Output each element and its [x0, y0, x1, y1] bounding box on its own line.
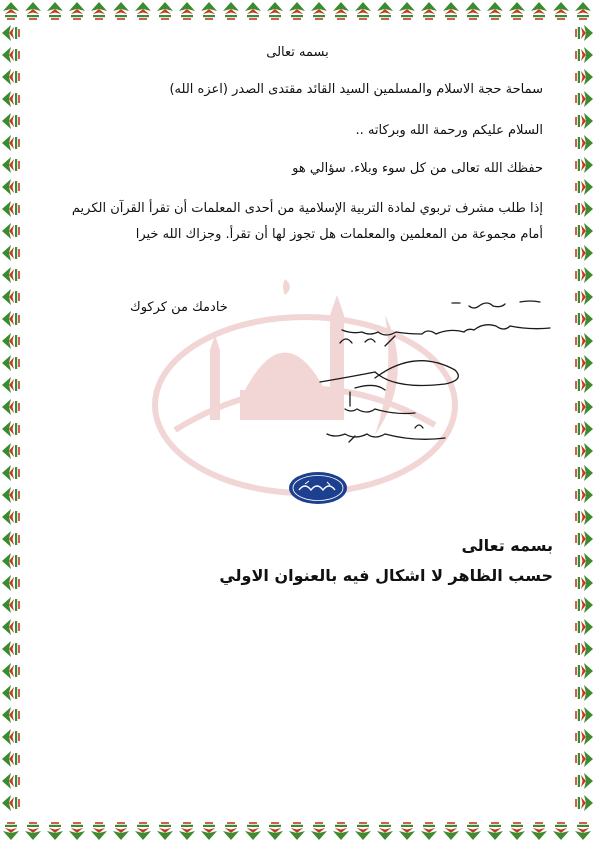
- border-ornament-icon: [573, 660, 595, 682]
- border-ornament-icon: [0, 286, 22, 308]
- border-ornament-icon: [0, 396, 22, 418]
- border-ornament-icon: [573, 572, 595, 594]
- border-ornament-icon: [573, 792, 595, 814]
- border-ornament-icon: [0, 506, 22, 528]
- letter-greeting: السلام عليكم ورحمة الله وبركاته ..: [355, 123, 543, 138]
- border-ornament-icon: [0, 748, 22, 770]
- border-ornament-icon: [573, 682, 595, 704]
- reply-body: حسب الظاهر لا اشكال فيه بالعنوان الاولي: [219, 566, 553, 585]
- border-ornament-icon: [573, 88, 595, 110]
- border-ornament-icon: [573, 374, 595, 396]
- letter-signoff: خادمك من كركوك: [130, 300, 228, 315]
- border-ornament-icon: [573, 748, 595, 770]
- border-ornament-icon: [573, 176, 595, 198]
- border-ornament-icon: [0, 660, 22, 682]
- border-ornament-icon: [0, 462, 22, 484]
- border-ornament-icon: [573, 528, 595, 550]
- border-right: [573, 22, 595, 820]
- letter-basmala: بسمه تعالى: [266, 45, 329, 60]
- border-ornament-icon: [0, 242, 22, 264]
- border-ornament-icon: [0, 726, 22, 748]
- border-ornament-icon: [573, 550, 595, 572]
- border-ornament-icon: [0, 820, 22, 842]
- border-ornament-icon: [573, 506, 595, 528]
- border-ornament-icon: [0, 682, 22, 704]
- border-ornament-icon: [0, 264, 22, 286]
- border-ornament-icon: [0, 792, 22, 814]
- border-ornament-icon: [573, 330, 595, 352]
- border-ornament-icon: [573, 418, 595, 440]
- border-ornament-icon: [0, 176, 22, 198]
- border-ornament-icon: [0, 484, 22, 506]
- border-ornament-icon: [573, 462, 595, 484]
- border-ornament-icon: [573, 352, 595, 374]
- border-ornament-icon: [0, 22, 22, 44]
- border-ornament-icon: [0, 88, 22, 110]
- border-ornament-icon: [573, 110, 595, 132]
- border-ornament-icon: [0, 594, 22, 616]
- border-ornament-icon: [0, 638, 22, 660]
- border-ornament-icon: [573, 44, 595, 66]
- border-ornament-icon: [573, 484, 595, 506]
- border-ornament-icon: [0, 418, 22, 440]
- letter-question: إذا طلب مشرف تربوي لمادة التربية الإسلامية من أحدى المعلمات أن تقرأ القرآن الكريم أمام مجموعة من المعلمين والمعلمات هل تجوز لها أن تقرأ. وجزاك الله خيرا: [71, 201, 543, 242]
- border-ornament-icon: [573, 66, 595, 88]
- border-ornament-icon: [0, 440, 22, 462]
- border-ornament-icon: [0, 154, 22, 176]
- border-ornament-icon: [0, 198, 22, 220]
- border-ornament-icon: [0, 132, 22, 154]
- border-ornament-icon: [0, 44, 22, 66]
- border-ornament-icon: [573, 396, 595, 418]
- border-ornament-icon: [573, 638, 595, 660]
- border-ornament-icon: [0, 770, 22, 792]
- border-ornament-icon: [572, 820, 594, 842]
- border-ornament-icon: [573, 726, 595, 748]
- seal-stamp: [287, 470, 349, 506]
- border-ornament-icon: [0, 330, 22, 352]
- border-ornament-icon: [0, 550, 22, 572]
- border-ornament-icon: [573, 264, 595, 286]
- border-ornament-icon: [573, 440, 595, 462]
- handwritten-reply: [285, 288, 555, 488]
- border-ornament-icon: [0, 374, 22, 396]
- border-ornament-icon: [0, 308, 22, 330]
- border-ornament-icon: [0, 0, 22, 22]
- border-ornament-icon: [573, 220, 595, 242]
- border-left: [0, 22, 22, 820]
- border-ornament-icon: [573, 242, 595, 264]
- border-ornament-icon: [573, 308, 595, 330]
- border-ornament-icon: [0, 220, 22, 242]
- border-ornament-icon: [0, 572, 22, 594]
- border-ornament-icon: [0, 352, 22, 374]
- border-ornament-icon: [573, 22, 595, 44]
- border-ornament-icon: [573, 154, 595, 176]
- border-ornament-icon: [0, 66, 22, 88]
- border-ornament-icon: [0, 616, 22, 638]
- border-ornament-icon: [573, 198, 595, 220]
- border-ornament-icon: [573, 594, 595, 616]
- border-ornament-icon: [573, 704, 595, 726]
- border-ornament-icon: [573, 770, 595, 792]
- border-ornament-icon: [0, 704, 22, 726]
- letter-blessing: حفظك الله تعالى من كل سوء وبلاء. سؤالي هو: [292, 161, 543, 176]
- border-ornament-icon: [573, 616, 595, 638]
- letter-addressee: سماحة حجة الاسلام والمسلمين السيد القائد مقتدى الصدر (اعزه الله): [169, 82, 543, 97]
- border-ornament-icon: [573, 132, 595, 154]
- border-ornament-icon: [573, 286, 595, 308]
- border-ornament-icon: [0, 110, 22, 132]
- reply-title: بسمه تعالى: [461, 536, 553, 555]
- border-ornament-icon: [572, 0, 594, 22]
- border-ornament-icon: [0, 528, 22, 550]
